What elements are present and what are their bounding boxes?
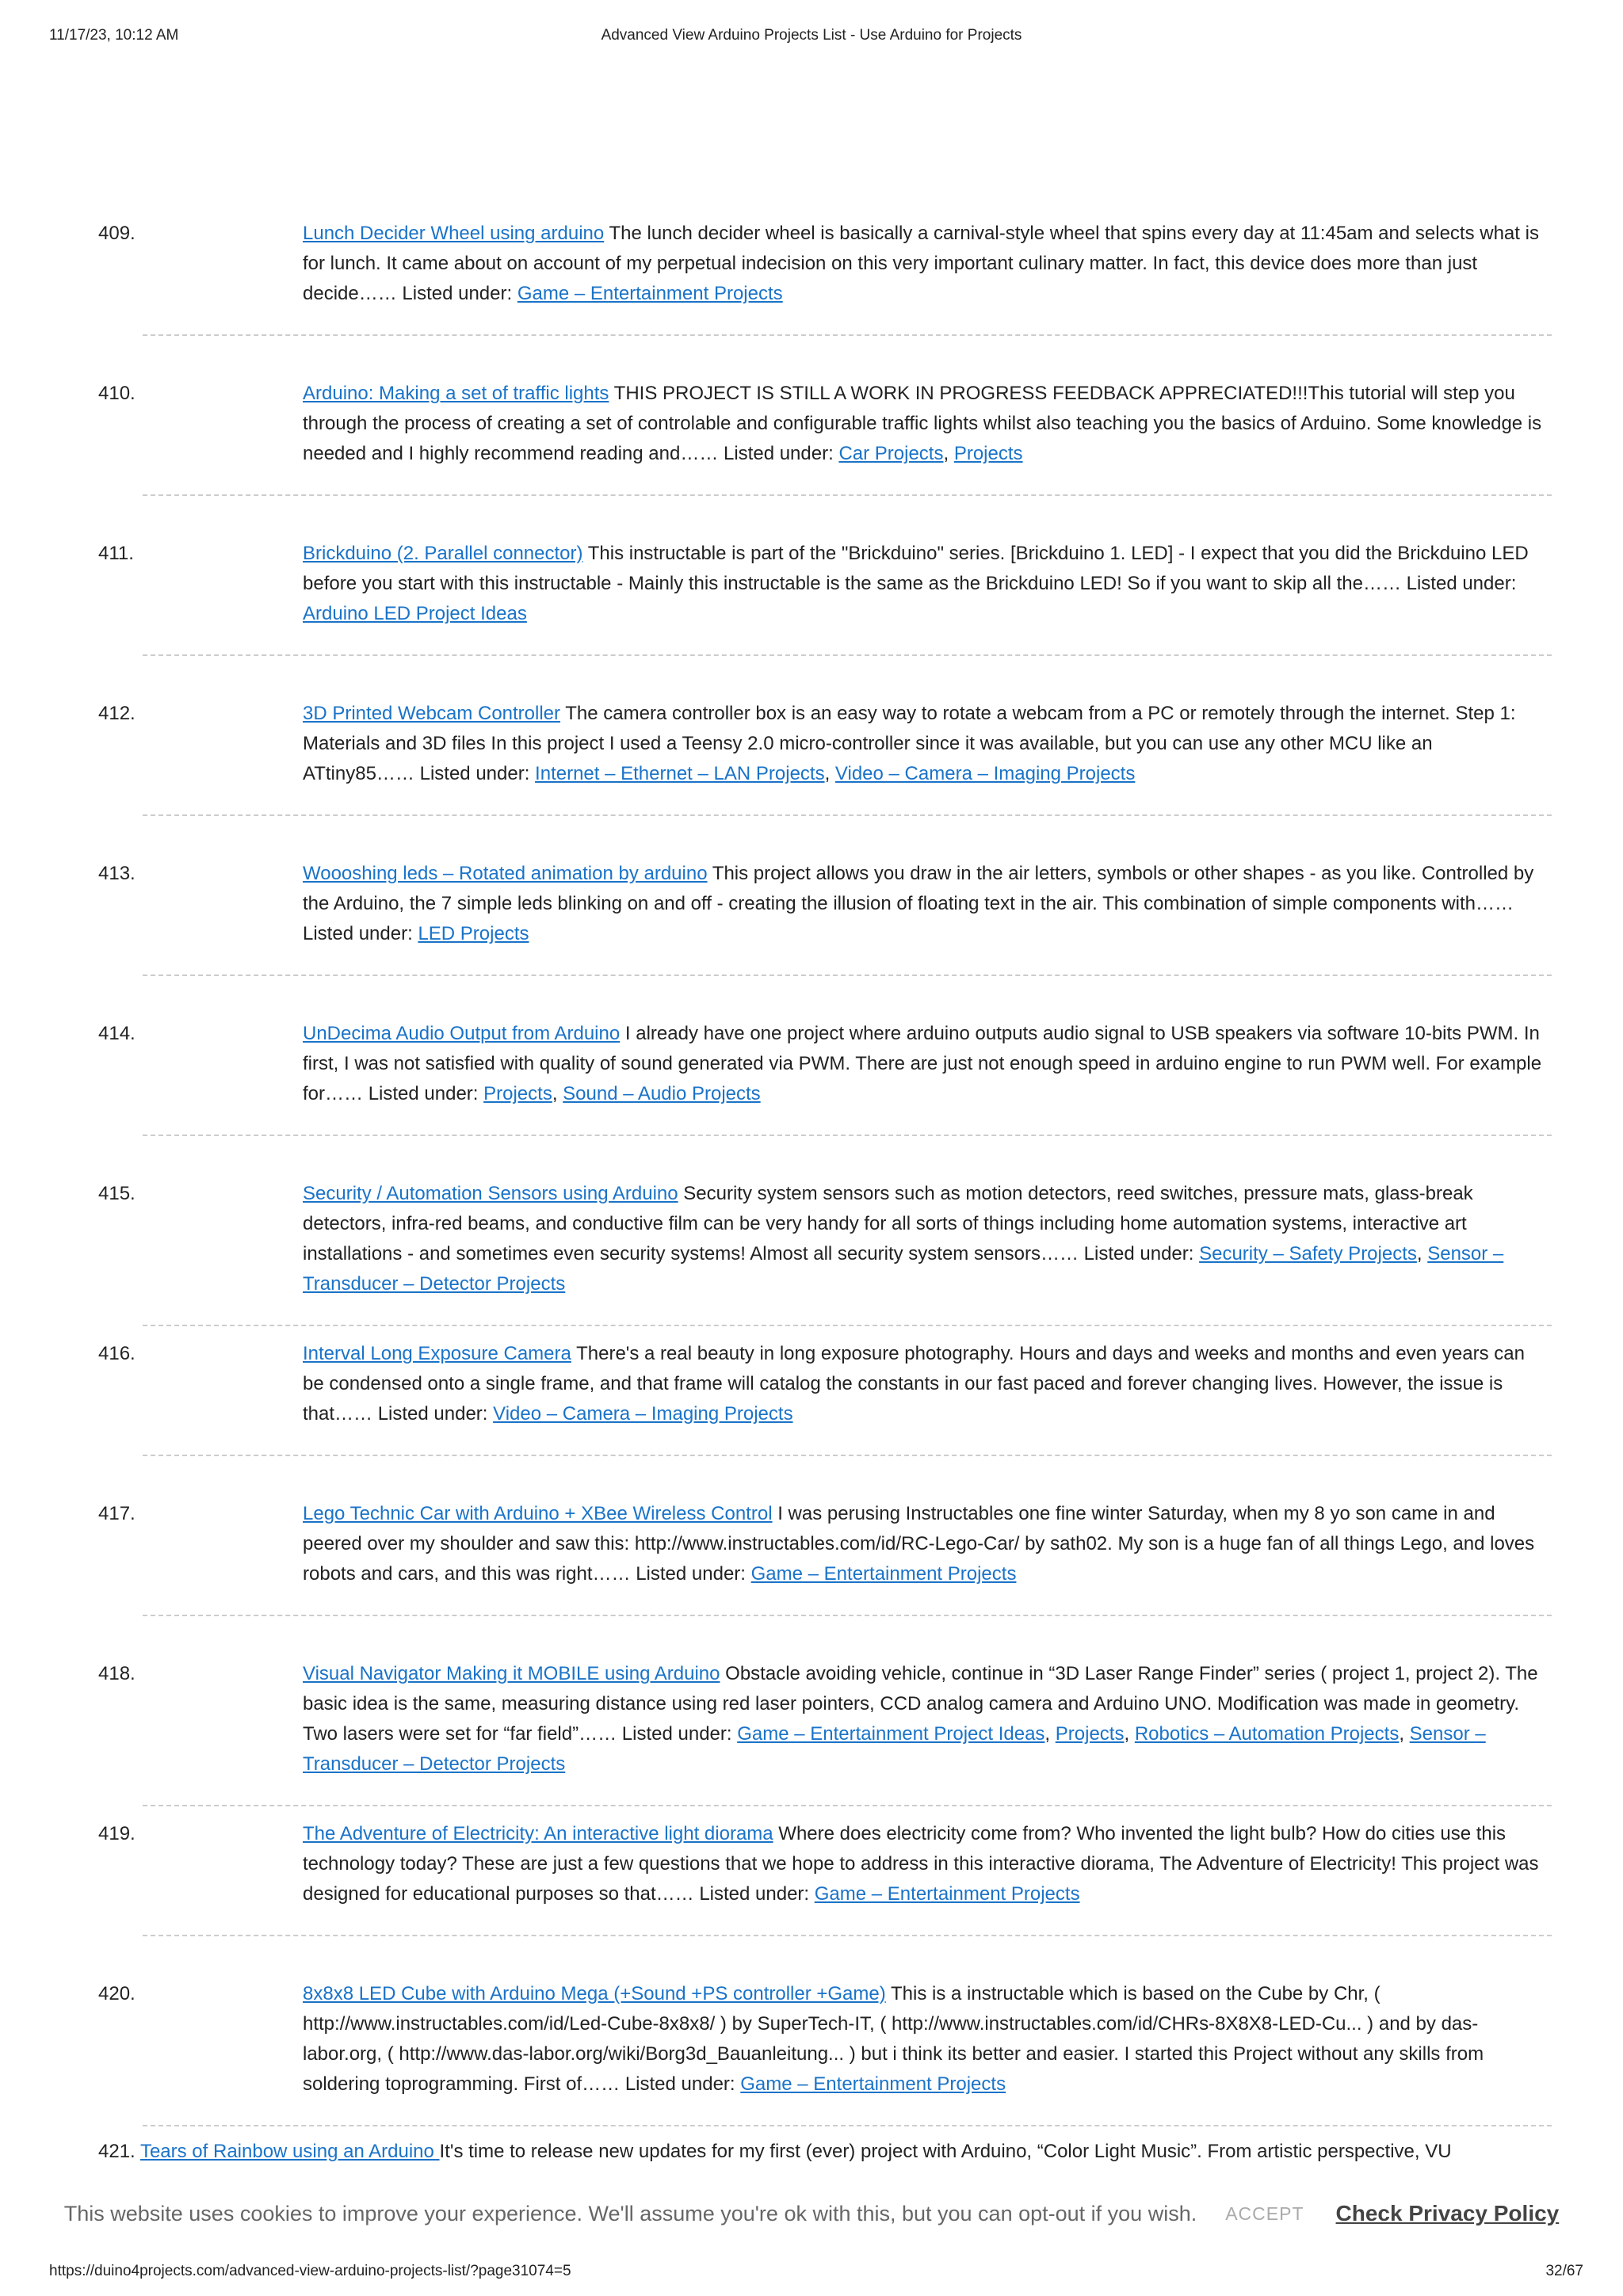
item-number: 410.: [98, 383, 136, 404]
print-page-number: 32/67: [1545, 2263, 1583, 2279]
category-link[interactable]: Projects: [483, 1083, 552, 1104]
project-title-link[interactable]: Interval Long Exposure Camera: [303, 1343, 571, 1364]
listed-under-label: Listed under:: [699, 1883, 815, 1905]
category-link[interactable]: Video – Camera – Imaging Projects: [493, 1403, 793, 1425]
list-item: [98, 379, 1552, 496]
category-link[interactable]: Sound – Audio Projects: [563, 1083, 761, 1104]
list-item: [98, 1659, 1552, 1806]
item-body: [303, 539, 1547, 629]
category-link[interactable]: LED Projects: [418, 923, 529, 944]
listed-under-label: Listed under:: [377, 1403, 494, 1425]
item-body: [303, 699, 1547, 789]
print-page-title: Advanced View Arduino Projects List - Use Arduino for Projects: [601, 27, 1022, 44]
category-link[interactable]: Game – Entertainment Projects: [814, 1883, 1080, 1905]
item-number: 417.: [98, 1503, 136, 1524]
list-item: [98, 1819, 1552, 1936]
category-link[interactable]: Projects: [953, 443, 1023, 464]
category-link[interactable]: Game – Entertainment Projects: [740, 2073, 1006, 2095]
item-number: 412.: [98, 703, 136, 724]
listed-under-label: Listed under:: [419, 763, 536, 784]
project-description: It's time to release new updates for my first (ever) project with Arduino, “Color Light Music”. From artistic perspective, VU: [439, 2141, 1452, 2162]
listed-under-label: Listed under:: [402, 283, 517, 304]
item-body: [303, 219, 1547, 309]
category-separator: ,: [1416, 1243, 1428, 1264]
listed-under-label: Listed under:: [1083, 1243, 1200, 1264]
item-number: 414.: [98, 1023, 136, 1044]
item-number: 421.: [98, 2141, 140, 2162]
listed-under-label: Listed under:: [368, 1083, 484, 1104]
category-separator: ,: [1399, 1723, 1410, 1745]
category-link[interactable]: Game – Entertainment Project Ideas: [737, 1723, 1045, 1745]
project-title-link[interactable]: Brickduino (2. Parallel connector): [303, 543, 583, 564]
category-separator: ,: [1124, 1723, 1135, 1745]
item-body: [303, 1019, 1547, 1109]
item-body: [303, 1499, 1547, 1589]
category-separator: ,: [552, 1083, 563, 1104]
category-separator: ,: [943, 443, 954, 464]
list-item: [98, 539, 1552, 656]
project-title-link[interactable]: Security / Automation Sensors using Arduino: [303, 1183, 678, 1204]
print-datetime: 11/17/23, 10:12 AM: [49, 27, 179, 44]
project-title-link[interactable]: Woooshing leds – Rotated animation by arduino: [303, 863, 708, 884]
category-link[interactable]: Internet – Ethernet – LAN Projects: [535, 763, 825, 784]
item-body: [303, 1659, 1547, 1779]
item-body: [303, 1979, 1547, 2100]
project-description: The lunch decider wheel is basically a carnival-style wheel that spins every day at 11:45am and selects what is for lunch. It came about on account of my perpetual indecision on this very important culinary matter. In fact, this device does more than just decide……: [303, 223, 1539, 304]
project-title-link[interactable]: Visual Navigator Making it MOBILE using Arduino: [303, 1663, 720, 1684]
project-description: THIS PROJECT IS STILL A WORK IN PROGRESS FEEDBACK APPRECIATED!!!This tutorial will step you through the process of creating a set of controlable and configurable traffic lights whilst also teaching you the basics of Arduino. Some knowledge is needed and I highly recommend reading and……: [303, 383, 1542, 464]
list-item-421: [98, 2137, 1525, 2167]
listed-under-label: Listed under:: [624, 2073, 741, 2095]
list-item: [98, 1339, 1552, 1456]
item-number: 416.: [98, 1343, 136, 1364]
project-description: This is a instructable which is based on the Cube by Chr, ( http://www.instructables.com/id/Led-Cube-8x8x8/ ) by SuperTech-IT, ( http://www.instructables.com/id/CHRs-8X8X8-LED-Cu... ) and by das-labor.org, ( http://www.das-labor.org/wiki/Borg3d_Bauanleitung... ) but i think its better and easier. I started this Project without any skills from soldering toprogramming. First of……: [303, 1983, 1484, 2095]
project-description: I was perusing Instructables one fine winter Saturday, when my 8 yo son came in and peered over my shoulder and saw this: http://www.instructables.com/id/RC-Lego-Car/ by sath02. My son is a huge fan of all things Lego, and loves robots and cars, and this was right……: [303, 1503, 1535, 1585]
item-body: [303, 1819, 1547, 1909]
category-link[interactable]: Arduino LED Project Ideas: [303, 603, 527, 624]
item-body: [303, 379, 1547, 469]
category-link[interactable]: Game – Entertainment Projects: [517, 283, 783, 304]
category-link[interactable]: Game – Entertainment Projects: [750, 1563, 1017, 1585]
project-title-link[interactable]: UnDecima Audio Output from Arduino: [303, 1023, 621, 1044]
category-link[interactable]: Sensor – Transducer – Detector Projects: [303, 1243, 1504, 1295]
item-number: 411.: [98, 543, 134, 564]
list-item: [98, 859, 1552, 976]
item-number: 409.: [98, 223, 136, 244]
project-description: This project allows you draw in the air letters, symbols or other shapes - as you like. Controlled by the Arduino, the 7 simple leds blinking on and off - creating the illusion of floating text in the air. This combination of simple components with……: [303, 863, 1534, 914]
list-item: [98, 1019, 1552, 1136]
list-item: [98, 1179, 1552, 1326]
project-title-link[interactable]: The Adventure of Electricity: An interactive light diorama: [303, 1823, 773, 1844]
project-description: Where does electricity come from? Who invented the light bulb? How do cities use this technology today? These are just a few questions that we hope to address in this interactive diorama, The Adventure of Electricity! This project was designed for educational purposes so that……: [303, 1823, 1539, 1905]
item-number: 420.: [98, 1983, 136, 2004]
category-link[interactable]: Car Projects: [838, 443, 944, 464]
project-description: Security system sensors such as motion detectors, reed switches, pressure mats, glass-break detectors, infra-red beams, and conductive film can be very handy for all sorts of things including home automation systems, interactive art installations - and sometimes even security systems! Almost all security system sensors……: [303, 1183, 1473, 1264]
project-description: The camera controller box is an easy way to rotate a webcam from a PC or remotely through the internet. Step 1: Materials and 3D files In this project I used a Teensy 2.0 micro-controller since it was available, but you can use any other MCU like an ATtiny85……: [303, 703, 1516, 784]
listed-under-label: Listed under:: [1406, 573, 1517, 594]
item-body: [303, 859, 1547, 949]
item-body: [303, 1179, 1547, 1299]
item-body: [303, 1339, 1547, 1429]
category-link[interactable]: Security – Safety Projects: [1199, 1243, 1417, 1264]
project-title-link[interactable]: 8x8x8 LED Cube with Arduino Mega (+Sound +PS controller +Game): [303, 1983, 886, 2004]
listed-under-label: Listed under:: [621, 1723, 738, 1745]
project-title-link[interactable]: Tears of Rainbow using an Arduino: [139, 2141, 440, 2162]
item-number: 419.: [98, 1823, 136, 1844]
item-number: 413.: [98, 863, 136, 884]
project-description: I already have one project where arduino outputs audio signal to USB speakers via software 10-bits PWM. In first, I was not satisfied with quality of sound generated via PWM. There are just not enough speed in arduino engine to run PWM well. For example for……: [303, 1023, 1542, 1104]
project-title-link[interactable]: Lego Technic Car with Arduino + XBee Wireless Control: [303, 1503, 773, 1524]
print-url: https://duino4projects.com/advanced-view-arduino-projects-list/?page31074=5: [49, 2263, 571, 2279]
category-separator: ,: [824, 763, 835, 784]
cookie-message: This website uses cookies to improve your experience. We'll assume you're ok with this, but you can opt-out if you wish.: [63, 2201, 1197, 2225]
list-item: [98, 1979, 1552, 2126]
category-link[interactable]: Projects: [1055, 1723, 1125, 1745]
item-number: 415.: [98, 1183, 136, 1204]
project-title-link[interactable]: Lunch Decider Wheel using arduino: [303, 223, 605, 244]
category-link[interactable]: Video – Camera – Imaging Projects: [834, 763, 1136, 784]
project-title-link[interactable]: Arduino: Making a set of traffic lights: [303, 383, 609, 404]
list-item: [98, 699, 1552, 816]
category-link[interactable]: Robotics – Automation Projects: [1134, 1723, 1400, 1745]
accept-button[interactable]: ACCEPT: [1225, 2203, 1304, 2224]
cookie-banner: [0, 2187, 1623, 2241]
project-title-link[interactable]: 3D Printed Webcam Controller: [303, 703, 561, 724]
list-item: [98, 1499, 1552, 1616]
item-number: 418.: [98, 1663, 136, 1684]
list-item: [98, 219, 1552, 336]
listed-under-label: Listed under:: [724, 443, 839, 464]
listed-under-label: Listed under:: [303, 923, 418, 944]
project-description: Obstacle avoiding vehicle, continue in “3D Laser Range Finder” series ( project 1, project 2). The basic idea is the same, measuring distance using red laser pointers, CCD analog camera and Arduino UNO. Modification was made in geometry. Two lasers were set for “far field”……: [303, 1663, 1538, 1745]
privacy-policy-link[interactable]: Check Privacy Policy: [1335, 2201, 1560, 2225]
category-link[interactable]: Sensor – Transducer – Detector Projects: [303, 1723, 1486, 1775]
project-description: This instructable is part of the "Brickduino" series. [Brickduino 1. LED] - I expect that you did the Brickduino LED before you start with this instructable - Mainly this instructable is the same as the Brickduino LED! So if you want to skip all the……: [303, 543, 1529, 594]
category-separator: ,: [1044, 1723, 1056, 1745]
project-description: There's a real beauty in long exposure photography. Hours and days and weeks and months and even years can be condensed onto a single frame, and that frame will catalog the constants in our fast paced and forever changing lives. However, the issue is that……: [303, 1343, 1525, 1425]
listed-under-label: Listed under:: [636, 1563, 751, 1585]
